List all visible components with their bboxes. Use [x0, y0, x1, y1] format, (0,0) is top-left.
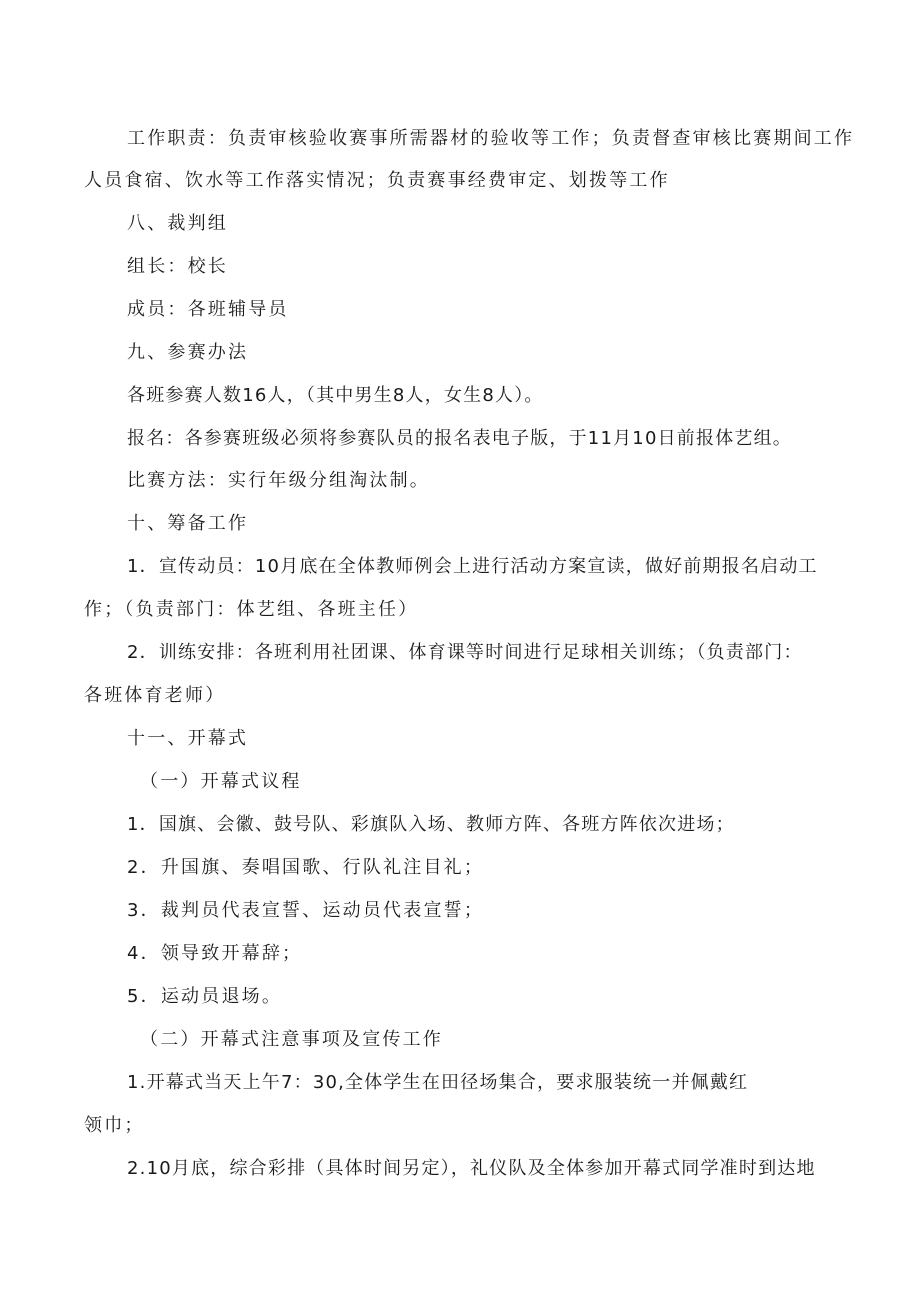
training-line-1: 2．训练安排：各班利用社团课、体育课等时间进行足球相关训练；（负责部门： — [127, 642, 803, 663]
agenda-item-5: 5．运动员退场。 — [127, 986, 283, 1007]
section-heading-referee: 八、裁判组 — [127, 213, 228, 234]
section-heading-participation: 九、参赛办法 — [127, 342, 249, 363]
subheading-notes: （二）开幕式注意事项及宣传工作 — [140, 1029, 443, 1050]
section-heading-preparation: 十、筹备工作 — [127, 513, 249, 534]
competition-method: 比赛方法：实行年级分组淘汰制。 — [127, 470, 430, 491]
agenda-item-1: 1．国旗、会徽、鼓号队、彩旗队入场、教师方阵、各班方阵依次进场； — [127, 814, 735, 835]
publicity-line-1: 1．宣传动员：10月底在全体教师例会上进行活动方案宣读，做好前期报名启动工 — [127, 556, 818, 577]
duty-line-1: 工作职责：负责审核验收赛事所需器材的验收等工作；负责督查审核比赛期间工作 — [127, 128, 855, 149]
registration-info: 报名：各参赛班级必须将参赛队员的报名表电子版，于11月10日前报体艺组。 — [127, 428, 793, 449]
notes-item-2: 2.10月底，综合彩排（具体时间另定），礼仪队及全体参加开幕式同学准时到达地 — [127, 1158, 816, 1179]
subheading-agenda: （一）开幕式议程 — [140, 771, 302, 792]
section-heading-opening: 十一、开幕式 — [127, 728, 249, 749]
agenda-item-4: 4．领导致开幕辞； — [127, 943, 303, 964]
notes-item-1-line-2: 领巾； — [84, 1115, 145, 1136]
agenda-item-2: 2．升国旗、奏唱国歌、行队礼注目礼； — [127, 857, 485, 878]
referee-members: 成员：各班辅导员 — [127, 299, 289, 320]
duty-line-2: 人员食宿、饮水等工作落实情况；负责赛事经费审定、划拨等工作 — [84, 170, 670, 191]
referee-leader: 组长：校长 — [127, 256, 228, 277]
publicity-line-2: 作；（负责部门：体艺组、各班主任） — [84, 599, 419, 620]
training-line-2: 各班体育老师） — [84, 685, 226, 706]
participant-count: 各班参赛人数16人，（其中男生8人，女生8人）。 — [127, 385, 544, 406]
notes-item-1-line-1: 1.开幕式当天上午7：30,全体学生在田径场集合，要求服装统一并佩戴红 — [127, 1072, 749, 1093]
agenda-item-3: 3．裁判员代表宣誓、运动员代表宣誓； — [127, 900, 485, 921]
